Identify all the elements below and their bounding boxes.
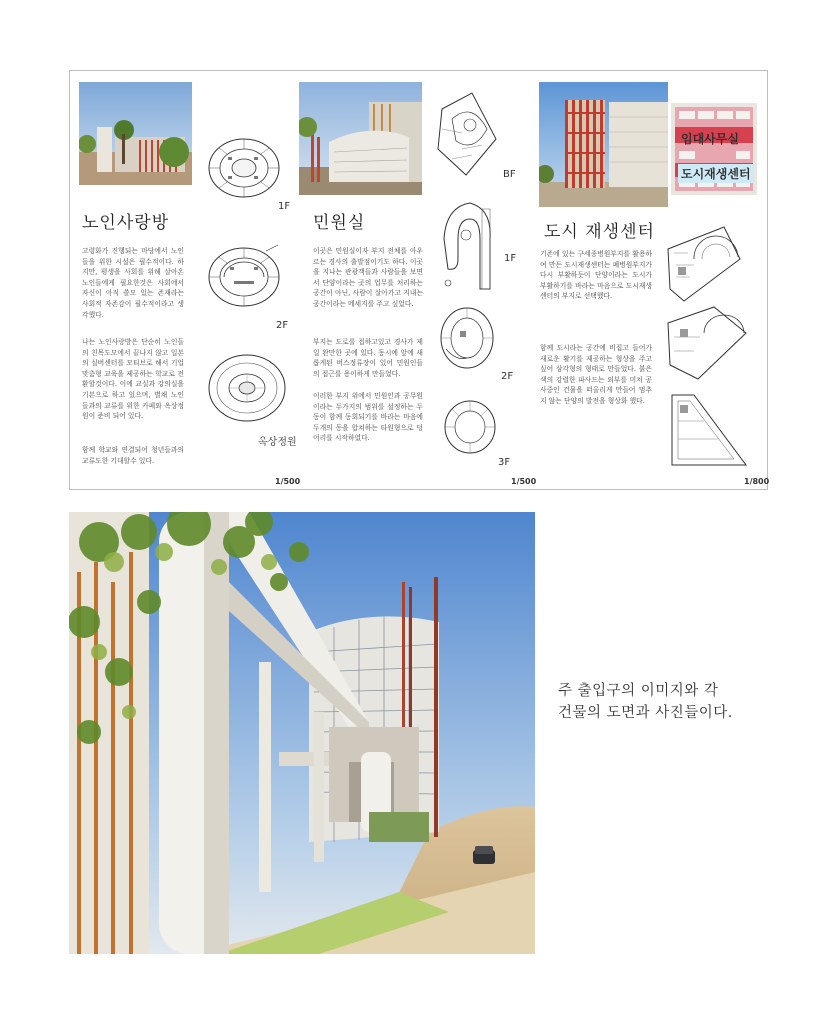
senior-lounge-floor-label-1f: 1F <box>278 201 291 212</box>
civil-affairs-title: 민원실 <box>313 213 366 233</box>
civil-affairs-floor-label-3f: 3F <box>498 457 511 468</box>
presentation-board <box>69 70 768 490</box>
civil-affairs-3f-plan <box>440 397 500 457</box>
regeneration-center-scale: 1/800 <box>744 477 770 486</box>
civil-affairs-bf-plan <box>432 89 502 179</box>
caption-line-2: 건물의 도면과 사진들이다. <box>558 705 733 721</box>
senior-lounge-floor-label-2f: 2F <box>276 320 289 331</box>
regeneration-center-3f-plan <box>664 391 750 469</box>
main-entrance-render <box>69 512 535 954</box>
regeneration-center-1f-plan <box>664 219 744 305</box>
caption-line-1: 주 출입구의 이미지와 각 <box>558 683 719 699</box>
senior-lounge-paragraph-1: 고령화가 진행되는 마당에서 노인들을 위한 시설은 필수적이다. 하지만, 평생을 사회를 위해 살아온 노인들에게 필요한것은 사회에서 자신이 아직 쓸모 있는 존재라는 사회적 자존감이 필수적이라고 생각했다. <box>82 247 187 319</box>
civil-affairs-floor-label-2f: 2F <box>501 371 514 382</box>
regeneration-center-paragraph-1: 기존에 있는 구세종병원부지를 활용하여 만든 도시재생센터는 폐병원부지가 다시 부활하듯이 단양이라는 도시가 부활하기를 바라는 마음으로 도시재생센터의 부지로 선택했다. <box>540 250 655 301</box>
civil-affairs-2f-plan <box>436 303 498 373</box>
rental-office-label: 임대사무실 <box>681 132 739 146</box>
regeneration-center-label: 도시재생센터 <box>678 164 754 183</box>
regeneration-center-paragraph-2: 함께 도시라는 공간에 비집고 들어가 새로운 활기를 제공하는 형상을 주고 싶어 삼각형의 형태로 만들었다. 붉은색의 강렬한 파사드는 외부를 미처 공사중인 건물을 떠올리게 만들어 멈추지 않는 단양의 발전을 형상화 했다. <box>540 344 655 405</box>
senior-lounge-photo <box>79 82 192 185</box>
civil-affairs-floor-label-1f: 1F <box>504 253 517 264</box>
civil-affairs-floor-label-bf: BF <box>503 169 516 180</box>
senior-lounge-paragraph-3: 함께 학교와 연결되어 청년들과의 교류도한 기대할수 있다. <box>82 446 187 465</box>
senior-lounge-1f-plan <box>204 133 284 203</box>
civil-affairs-paragraph-2: 부지는 도로를 접하고있고 경사가 제일 완만한 곳에 있다. 동시에 앞에 새롭게된 버스정류장이 있어 민원인들의 접근를 용이하게 만들었다. <box>313 338 423 378</box>
civil-affairs-scale: 1/500 <box>511 477 537 486</box>
civil-affairs-paragraph-3: 이러한 부지 위에서 민원인과 공무원이라는 두가지의 범위를 설정하는 두 동이 함께 동회되기를 바라는 마음에 두개의 동을 합쳐하는 타원형으로 덩어리를 시작하였다. <box>313 392 426 443</box>
senior-lounge-scale: 1/500 <box>275 477 301 486</box>
civil-affairs-1f-plan <box>440 199 500 294</box>
senior-lounge-roof-plan <box>204 349 290 427</box>
render-caption <box>558 680 798 724</box>
regeneration-center-title: 도시 재생센터 <box>544 222 655 242</box>
senior-lounge-2f-plan <box>204 241 284 313</box>
senior-lounge-paragraph-2: 나는 노인사랑방은 단순히 노인들의 친목도모에서 끝나지 않고 일본의 실버센터를 모티브로 해서 기업맞춤형 교육을 제공하는 학교로 전환할것이다. 이에 교실과 강의실을 기본으로 하고 있으며, 별채 노인들과의 교류를 위한 카페와 옥상정원이 준비 되어 있다. <box>82 338 187 421</box>
senior-lounge-title: 노인사랑방 <box>82 213 170 233</box>
civil-affairs-paragraph-1: 이곳은 민원실이자 부지 전체를 아우르는 경사의 출발점이기도 하다. 이곳을 지나는 관광객들과 사람들을 보면서 단양이라는 곳의 업무를 처리하는 공간이 아닌, 사람이 살아가고 지내는 공간이라는 메세지를 주고 싶었다. <box>313 247 426 308</box>
regeneration-center-photo <box>539 82 668 207</box>
civil-affairs-photo <box>299 82 422 195</box>
regeneration-center-2f-plan <box>664 303 750 383</box>
roof-garden-label: 옥상정원 <box>258 437 297 448</box>
